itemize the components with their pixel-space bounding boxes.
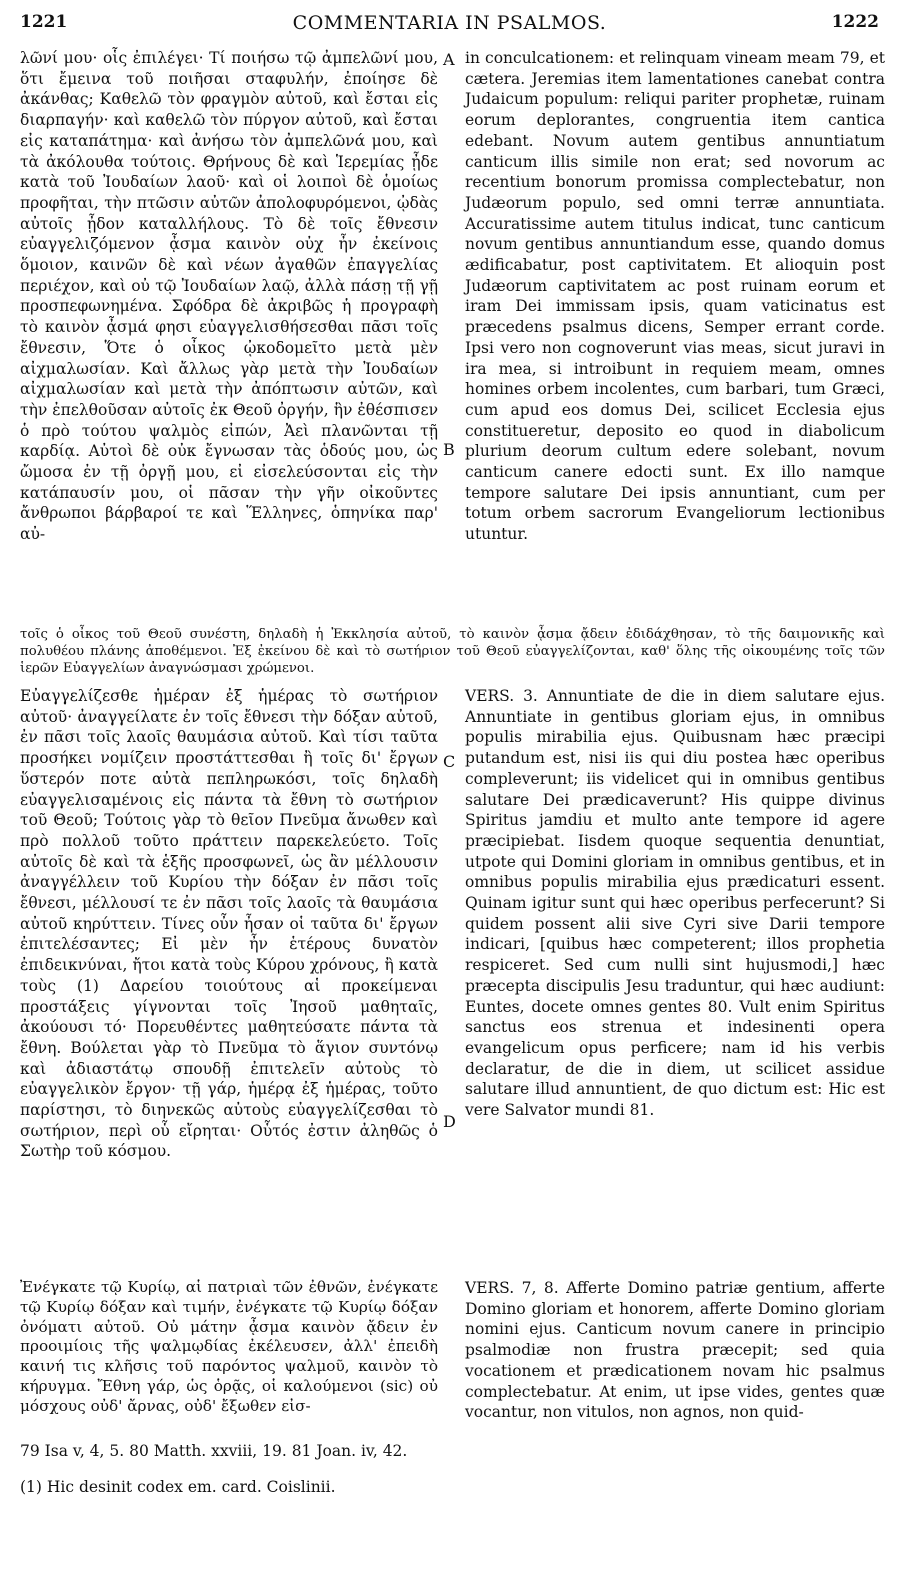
page-number-left: 1221 [20,12,68,32]
footnote-note: (1) Hic desinit codex em. card. Coislinii. [20,1478,336,1496]
latin-column-section-3 [465,1278,885,1423]
column-marker-d: D [443,1112,456,1131]
greek-full-width-paragraph [20,626,885,678]
column-marker-a: A [443,50,455,69]
latin-column-section-1 [465,48,885,545]
column-marker-c: C [443,752,456,771]
greek-column-section-3 [20,1278,438,1417]
column-marker-b: B [443,440,455,459]
page-number-right: 1222 [831,12,879,32]
greek-column-section-1 [20,48,438,545]
latin-column-section-2 [465,686,885,1121]
greek-text: Εὐαγγελίζεσθε ἡμέραν ἐξ ἡμέρας τὸ σωτήριον αὐτοῦ· ἀναγγείλατε ἐν τοῖς ἔθνεσι τὴν δόξαν αὐτοῦ, ἐν πᾶσι τοῖς λαοῖς θαυμάσια αὐτοῦ. Καὶ τίσι ταῦτα προσήκει νομίζειν προστάττεσθαι ἢ τοῖς δι' ἔργων ὕστερόν ποτε αὐτὰ πεπληρωκόσι, τοῖς δηλαδὴ εὐαγγελισαμένοις εἰς πάντα τὰ ἔθνη τὸ σωτήριον τοῦ Θεοῦ; Τούτοις γὰρ τὸ θεῖον Πνεῦμα ἄνωθεν καὶ πρὸ πολλοῦ τοῦτο πράττειν παρεκελεύετο. Τοῖς αὐτοῖς δὲ καὶ τὰ ἑξῆς προσφωνεῖ, ὡς ἂν μέλλουσιν ἀναγγέλλειν τοῦ Κυρίου τὴν δόξαν ἐν πᾶσι τοῖς ἔθνεσι, μέλλουσί τε ἐν πᾶσι τοῖς λαοῖς τὰ θαυμάσια αὐτοῦ κηρύττειν. Τίνες οὖν ἦσαν οἱ ταῦτα δι' ἔργων ἐπιτελέσαντες; Εἰ μὲν ἦν ἑτέρους δυνατὸν ἐπιδεικνύναι, ἤτοι κατὰ τοὺς Κύρου χρόνους, ἢ κατὰ τοὺς (1) Δαρείου τοιούτους αἱ προκείμεναι προστάξεις γίγνονται τοῖς Ἰησοῦ μαθηταῖς, ἀκούουσι τό· Πορευθέντες μαθητεύσατε πάντα τὰ ἔθνη. Βούλεται γὰρ τὸ Πνεῦμα τὸ ἅγιον συντόνῳ καὶ ἀδιαστάτῳ σπουδῇ ἐπιτελεῖν αὐτοὺς τὸ εὐαγγελικὸν ἔργον· τῇ γάρ, ἡμέρᾳ ἐξ ἡμέρας, τοῦτο παρίστησι, τὸ διηνεκῶς αὐτοὺς εὐαγγελίζεσθαι τὸ σωτήριον, περὶ οὗ εἴρηται· Οὗτός ἐστιν ἀληθῶς ὁ Σωτὴρ τοῦ κόσμου. [20,687,438,1161]
greek-text: τοῖς ὁ οἶκος τοῦ Θεοῦ συνέστη, δηλαδὴ ἡ Ἐκκλησία αὐτοῦ, τὸ καινὸν ᾆσμα ᾄδειν ἐδιδάχθησαν, τὸ τῆς δαιμονικῆς καὶ πολυθέου πλάνης ἀποθέμενοι. Ἐξ ἐκείνου δὲ καὶ τὸ σωτήριον τοῦ Θεοῦ εὐαγγελίζονται, καθ' ὅλης τῆς οἰκουμένης τοῖς τῶν ἱερῶν Εὐαγγελίων ἀναγνώσμασι χρώμενοι. [20,627,885,677]
latin-text: VERS. 3. Annuntiate de die in diem salutare ejus. Annuntiate in gentibus gloriam ejus, in omnibus populis mirabilia ejus. Quibusnam hæc præcipi putandum est, nisi iis qui diu postea hæc operibus compleverunt; iis videlicet qui in omnibus gentibus salutare Dei prædicaverunt? His quippe divinus Spiritus jamdiu et multo ante tempore id agere præcipiebat. Iisdem quoque sequentia denuntiat, utpote qui Domini gloriam in omnibus gentibus, et in omnibus populis mirabilia ejus prædicaturi essent. Quinam igitur sunt qui hæc operibus perfecerunt? Si quidem possent alii sive Cyri sive Darii tempore indicari, [quibus hæc competerent; illos prophetia respiceret. Sed cum nulli sint hujusmodi,] hæc præcepta discipulis Jesu traduntur, qui hæc audiunt: Euntes, docete omnes gentes 80. Vult enim Spiritus sanctus eos strenua et indesinenti opera evangelicum opus perficere; nam id his verbis declaratur, de die in diem, ut scilicet assidue salutare illud annuntient, de quo dictum est: Hic est vere Salvator mundi 81. [465,687,885,1120]
running-title: COMMENTARIA IN PSALMOS. [292,12,607,34]
greek-text: Ἐνέγκατε τῷ Κυρίῳ, αἱ πατριαὶ τῶν ἐθνῶν, ἐνέγκατε τῷ Κυρίῳ δόξαν καὶ τιμήν, ἐνέγκατε τῷ Κυρίῳ δόξαν ὀνόματι αὐτοῦ. Οὐ μάτην ᾆσμα καινὸν ᾄδειν ἐν προοιμίοις τῆς ψαλμῳδίας ἐκέλευσεν, ἀλλ' ἐπειδὴ καινή τις κλῆσις τοῦ παρόντος ψαλμοῦ, καινὸν τὸ κήρυγμα. Ἔθνη γάρ, ὡς ὁρᾷς, οἱ καλούμενοι (sic) οὐ μόσχους οὐδ' ἄρνας, οὐδ' ἔξωθεν εἰσ- [20,1278,438,1415]
latin-text: in conculcationem: et relinquam vineam meam 79, et cætera. Jeremias item lamentationes canebat contra Judaicum populum: reliqui pariter prophetæ, ruinam eorum deplorantes, congruentia item cantica edebant. Novum autem gentibus annuntiatum canticum illis simile non erat; sed novorum ac recentium bonorum promissa complectebatur, non Judæorum populo, sed omni terræ annuntiata. Accuratissime autem titulus indicat, tunc canticum novum gentibus annuntiandum esse, quando domus ædificabatur, post captivitatem. Et alioquin post Judæorum captivitatem ac post ruinam eorum et iram Dei immissam ipsis, quam vaticinatus est præcedens psalmus dicens, Semper errant corde. Ipsi vero non cognoverunt vias meas, sicut juravi in ira mea, si introibunt in requiem meam, omnes homines orbem incolentes, cum barbari, tum Græci, cum apud eos domus Dei, scilicet Ecclesia ejus constitueretur, deposito eo quod in diabolicum plurium deorum cultum edere solebant, novum canticum canere edocti sunt. Ex illo namque tempore salutare Dei ipsis annuntiant, cum per totum orbem sacrorum Evangeliorum lectionibus utuntur. [465,49,885,544]
greek-column-section-2 [20,686,438,1162]
footnote-references: 79 Isa v, 4, 5. 80 Matth. xxviii, 19. 81 Joan. iv, 42. [20,1442,408,1460]
latin-text: VERS. 7, 8. Afferte Domino patriæ gentium, afferte Domino gloriam et honorem, afferte Domino gloriam nomini ejus. Canticum novum canere in principio psalmodiæ non frustra præcepit; sed quia vocationem et prædicationem novam hic psalmus complectebatur. At enim, ut ipse vides, gentes quæ vocantur, non vitulos, non agnos, non quid- [465,1279,885,1422]
greek-text: λῶνί μου· οἷς ἐπιλέγει· Τί ποιήσω τῷ ἀμπελῶνί μου, ὅτι ἔμεινα τοῦ ποιῆσαι σταφυλήν, ἐποίησε δὲ ἀκάνθας; Καθελῶ τὸν φραγμὸν αὐτοῦ, καὶ ἔσται εἰς διαρπαγήν· καὶ καθελῶ τὸν πύργον αὐτοῦ, καὶ ἔσται εἰς καταπάτημα· καὶ ἀνήσω τὸν ἀμπελῶνά μου, καὶ τὰ ἀκόλουθα τούτοις. Θρήνους δὲ καὶ Ἱερεμίας ᾖδε κατὰ τοῦ Ἰουδαίων λαοῦ· καὶ οἱ λοιποὶ δὲ ὁμοίως προφῆται, τὴν πτῶσιν αὐτῶν ἀπολοφυρόμενοι, ᾠδὰς αὐτοῖς ᾖδον καταλλήλους. Τὸ δὲ τοῖς ἔθνεσιν εὐαγγελιζόμενον ᾆσμα καινὸν οὐχ ἦν ἐκείνοις ὅμοιον, καινῶν δὲ καὶ νέων ἀγαθῶν ἐπαγγελίας περιέχον, καὶ οὐ τῷ Ἰουδαίων λαῷ, ἀλλὰ πάσῃ τῇ γῇ προσπεφωνημένα. Σφόδρα δὲ ἀκριβῶς ἡ προγραφὴ τὸ καινὸν ᾆσμά φησι εὐαγγελισθήσεσθαι πᾶσι τοῖς ἔθνεσιν, Ὅτε ὁ οἶκος ᾠκοδομεῖτο μετὰ μὲν αἰχμαλωσίαν. Καὶ ἄλλως γὰρ μετὰ τὴν Ἰουδαίων αἰχμαλωσίαν καὶ μετὰ τὴν ἀπόπτωσιν αὐτῶν, καὶ τὴν ἐπελθοῦσαν αὐτοῖς ἐκ Θεοῦ ὀργήν, ἣν ἐθέσπισεν ὁ πρὸ τούτου ψαλμὸς εἰπών, Ἀεὶ πλανῶνται τῇ καρδίᾳ. Αὐτοὶ δὲ οὐκ ἔγνωσαν τὰς ὁδούς μου, ὡς ὤμοσα ἐν τῇ ὀργῇ μου, εἰ εἰσελεύσονται εἰς τὴν κατάπαυσίν μου, οἱ πᾶσαν τὴν γῆν οἰκοῦντες ἄνθρωποι βάρβαροί τε καὶ Ἕλληνες, ὁπηνίκα παρ' αὐ- [20,49,438,544]
running-header [20,12,879,40]
